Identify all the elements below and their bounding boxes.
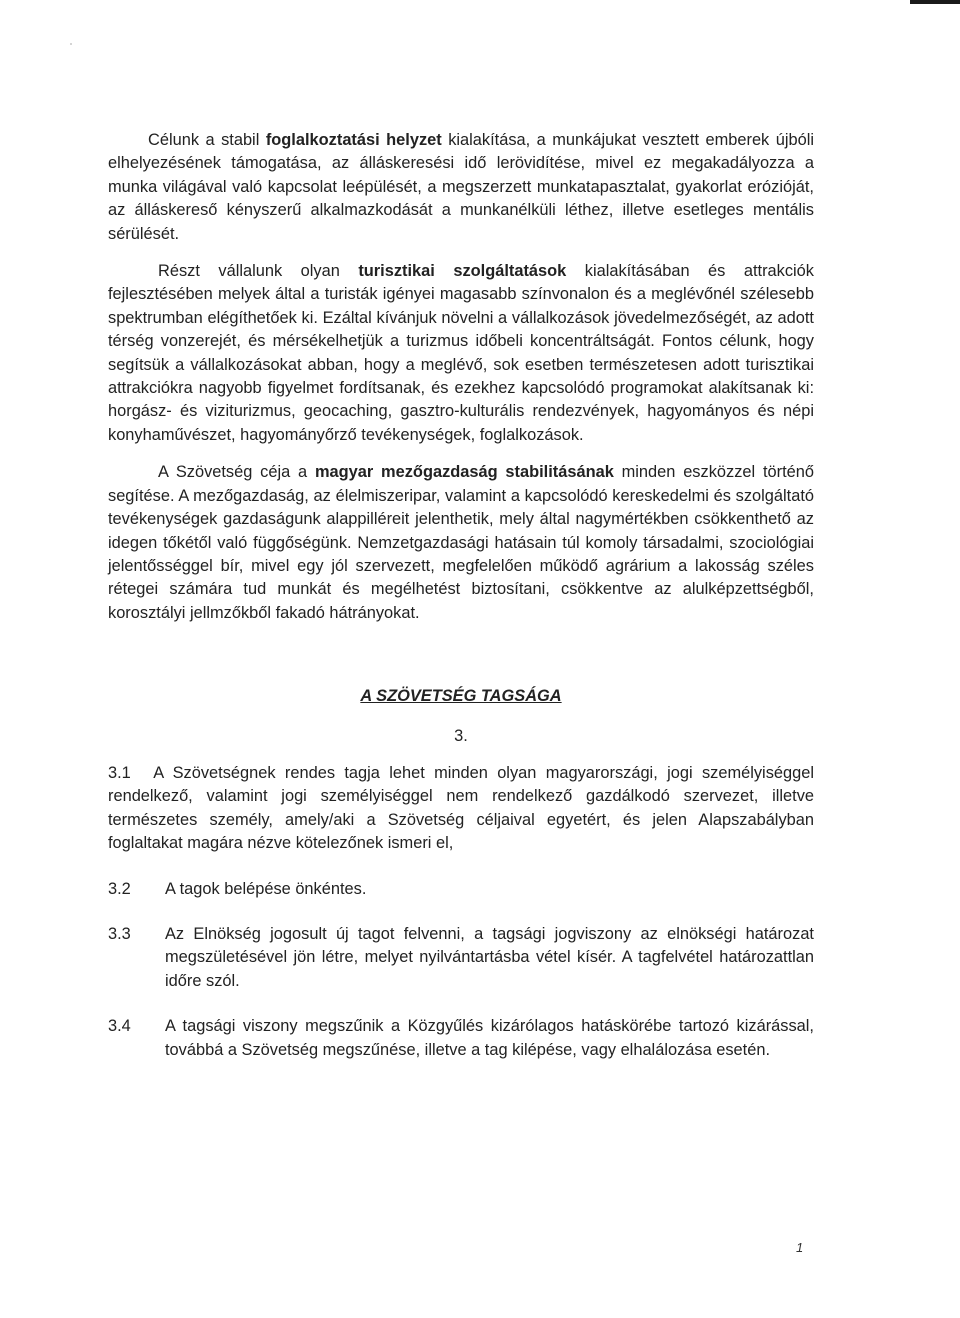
paragraph-text: kialakítása, a munkájukat vesztett emberek újbóli elhelyezésének támogatása, az álláskeresési idő lerövidítése, mivel ez megakadályozza a munka világával való kapcsolat leépülését, a megszerzett munkatapasztalat, gyakorlat erózióját, az álláskereső kényszerű alkalmazkodását a munkanélküli léthez, illetve esetleges mentális sérülését. <box>108 131 815 243</box>
clause-3-1 <box>108 762 814 856</box>
section-title: A SZÖVETSÉG TAGSÁGA <box>360 687 562 706</box>
scan-edge-mark <box>910 0 960 4</box>
scan-speck <box>70 43 72 45</box>
clause-text: A tagsági viszony megszűnik a Közgyűlés kizárólagos hatáskörébe tartozó kizárással, továbbá a Szövetség megszűnése, illetve a tag kilépése, vagy elhalálozása esetén. <box>165 1017 814 1059</box>
clause-3-2 <box>108 878 814 901</box>
paragraph-text: minden eszközzel történő segítése. A mezőgazdaság, az élelmiszeripar, valamint a kapcsolódó kereskedelmi és szolgáltató tevékenységek gazdaságunk alappilléreit jelenthetik, mely által nagymértékben csökkenthető az idegen tőkétől való függőségünk. Nemzetgazdasági hatásain túl komoly társadalmi, szociológiai jelentősséggel bír, mivel egy jól szervezett, megfelelően működő agrárium a lakosság széles rétegei számára tud munkát és megélhetést biztosítani, csökkentve az alulképzettségből, korosztályi jellmzőkből fakadó hátrányokat. <box>108 463 814 622</box>
section-number: 3. <box>454 726 468 745</box>
paragraph-text: A Szövetség céja a <box>158 463 315 482</box>
paragraph-text: Részt vállalunk olyan <box>158 262 359 281</box>
clause-text: Az Elnökség jogosult új tagot felvenni, a tagsági jogviszony az elnökségi határozat megszületésével jön létre, melyet nyilvántartásba vétel kísér. A tagfelvétel határozattlan időre szól. <box>165 924 814 990</box>
paragraph-employment <box>108 129 814 246</box>
clause-number: 3.2 <box>108 879 131 898</box>
clause-number: 3.4 <box>108 1017 131 1036</box>
document-body <box>108 129 814 1062</box>
clause-text: A tagok belépése önkéntes. <box>165 879 367 898</box>
paragraph-text: kialakításában és attrakciók fejlesztésében melyek által a turisták igényei magasabb színvonalon és a meglévőnél szélesebb spektrumban elégíthetőek ki. Ezáltal kívánjuk növelni a vállalkozások jövedelmezőségét, az adott térség vonzerejét, és mérsékelhetjük a turizmus időbeli koncentráltságát. Fontos célunk, hogy segítsük a vállalkozásokat abban, hogy a meglévő, sok esetben természetesen adott turisztikai attrakciókra nagyobb figyelmet fordítsanak, és ezekhez kapcsolódó programokat alakítsanak ki: horgász- és viziturizmus, geocaching, gasztro-kulturális rendezvények, hagyományos és népi konyhaművészet, hagyományőrző tevékenységek, foglalkozások. <box>108 262 814 444</box>
paragraph-tourism <box>108 260 814 447</box>
paragraph-text: Célunk a stabil <box>148 131 266 149</box>
clause-3-4 <box>108 1015 814 1062</box>
paragraph-agriculture <box>108 461 814 625</box>
paragraph-emphasis: turisztikai szolgáltatások <box>358 262 567 281</box>
paragraph-emphasis: magyar mezőgazdaság stabilitásának <box>314 463 614 482</box>
page-number: 1 <box>796 1240 804 1255</box>
clause-3-3 <box>108 923 814 993</box>
clause-text: A Szövetségnek rendes tagja lehet minden olyan magyarországi, jogi személyiséggel rendelkező, valamint jogi személyiséggel nem rendelkező gazdálkodó szervezet, illetve természetes személy, amely/aki a Szövetség céljaival egyetért, és jelen Alapszabályban foglaltakat magára nézve kötelezőnek ismeri el, <box>108 763 814 853</box>
clause-number: 3.3 <box>108 924 131 943</box>
clause-number: 3.1 <box>108 763 131 782</box>
paragraph-emphasis: foglalkoztatási helyzet <box>265 131 442 149</box>
